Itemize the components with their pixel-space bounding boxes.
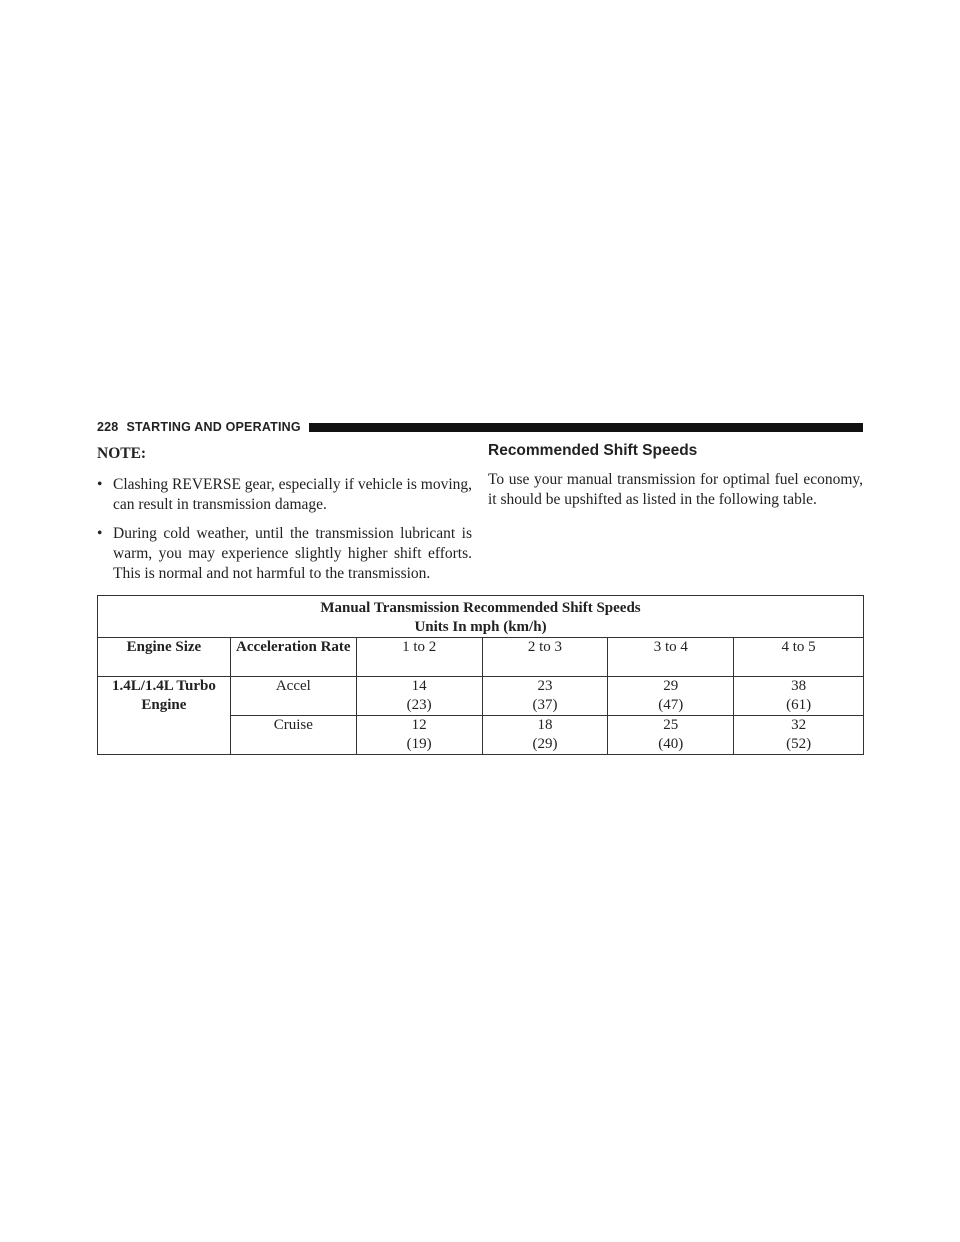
column-header: 2 to 3 (482, 638, 608, 677)
speed-cell (482, 677, 608, 716)
table-header-row (98, 638, 864, 677)
note-column (97, 445, 472, 593)
table-row (98, 677, 864, 716)
kmh-value: (40) (658, 736, 684, 752)
mph-value: 38 (791, 678, 807, 694)
kmh-value: (37) (532, 697, 558, 713)
mph-value: 32 (791, 717, 807, 733)
section-title: STARTING AND OPERATING (126, 420, 301, 434)
note-title: NOTE: (97, 445, 147, 462)
note-bullet-text: During cold weather, until the transmission lubricant is warm, you may experience slightly higher shift efforts. This is normal and not harmful to the transmission. (113, 525, 472, 582)
column-header: 3 to 4 (608, 638, 734, 677)
section-body: To use your manual transmission for optimal fuel economy, it should be upshifted as listed in the following table. (488, 471, 863, 508)
kmh-value: (19) (406, 736, 432, 752)
kmh-value: (61) (786, 697, 812, 713)
speed-cell (734, 677, 864, 716)
engine-size-cell: 1.4L/1.4L Turbo Engine (98, 677, 231, 755)
note-bullet (97, 524, 472, 584)
bullet-icon: • (97, 525, 103, 542)
kmh-value: (29) (532, 736, 558, 752)
column-header: Engine Size (98, 638, 231, 677)
mph-value: 12 (411, 717, 427, 733)
rate-cell: Accel (230, 677, 356, 716)
page-number: 228 (97, 420, 119, 434)
header-rule (309, 423, 863, 432)
speed-cell (608, 716, 734, 755)
speed-cell (608, 677, 734, 716)
shift-speeds-table (97, 595, 864, 755)
speed-cell (356, 677, 482, 716)
rate-cell: Cruise (230, 716, 356, 755)
speed-cell (482, 716, 608, 755)
kmh-value: (47) (658, 697, 684, 713)
note-bullet-text: Clashing REVERSE gear, especially if vehicle is moving, can result in transmission damage. (113, 476, 472, 513)
kmh-value: (23) (406, 697, 432, 713)
column-header: 1 to 2 (356, 638, 482, 677)
page-header (97, 418, 863, 436)
column-header: 4 to 5 (734, 638, 864, 677)
mph-value: 23 (537, 678, 553, 694)
shift-speeds-column (488, 442, 863, 510)
section-heading: Recommended Shift Speeds (488, 442, 698, 459)
speed-cell (356, 716, 482, 755)
speed-cell (734, 716, 864, 755)
kmh-value: (52) (786, 736, 812, 752)
mph-value: 29 (663, 678, 679, 694)
column-header: Acceleration Rate (230, 638, 356, 677)
note-bullet (97, 475, 472, 515)
table-title: Manual Transmission Recommended Shift Speeds (320, 600, 641, 616)
mph-value: 14 (411, 678, 427, 694)
bullet-icon: • (97, 476, 103, 493)
table-caption (98, 596, 864, 638)
mph-value: 18 (537, 717, 553, 733)
mph-value: 25 (663, 717, 679, 733)
table-subtitle: Units In mph (km/h) (414, 619, 547, 635)
